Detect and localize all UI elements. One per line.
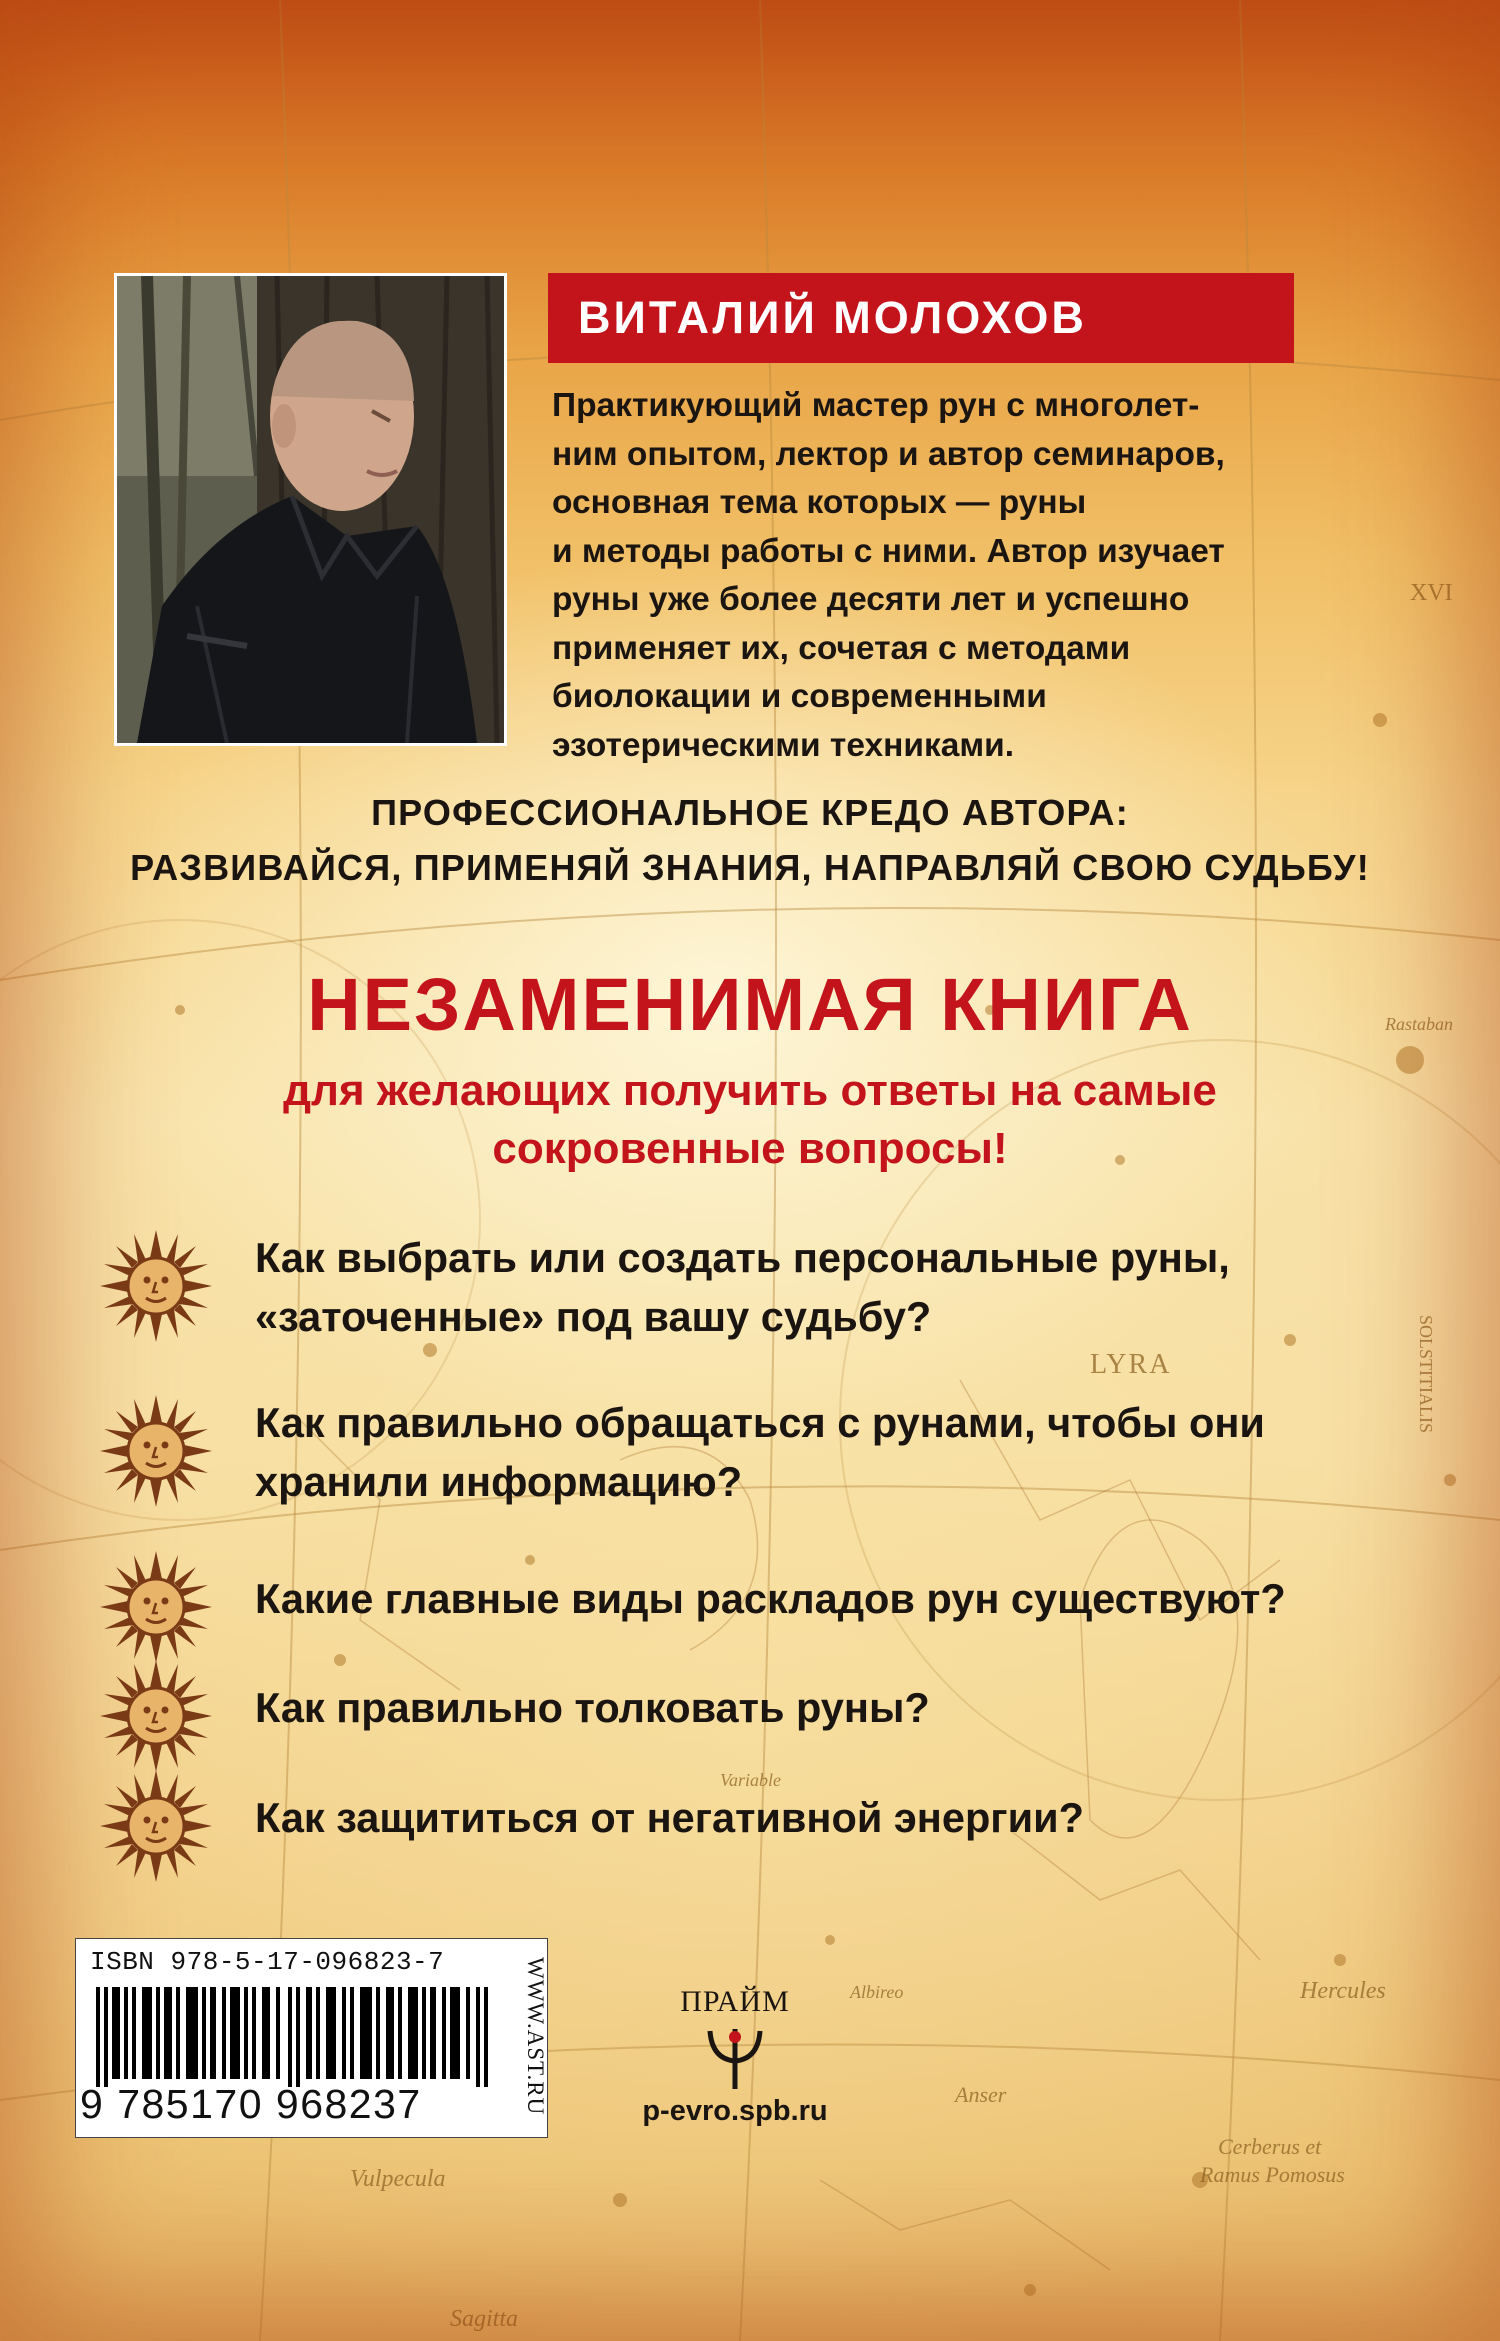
- publisher-block: [615, 1985, 855, 2128]
- isbn-number: ISBN 978-5-17-096823-7: [90, 1947, 445, 1977]
- question-text: Как правильно толковать руны?: [255, 1684, 930, 1731]
- isbn-barcode-box: [75, 1938, 548, 2138]
- barcode-digits: 9 785170 968237: [80, 2081, 422, 2127]
- author-photo: [114, 273, 507, 746]
- sun-icon: [98, 1228, 214, 1344]
- barcode-graphic: [96, 1987, 501, 2087]
- question-item: [98, 1393, 1438, 1523]
- question-text: Как выбрать или создать персональные руны, «заточенные» под вашу судьбу?: [255, 1234, 1230, 1340]
- author-name-banner: [548, 273, 1294, 363]
- map-label-rastaban: Rastaban: [1385, 1014, 1454, 1034]
- promo-headline: НЕЗАМЕНИМАЯ КНИГА: [307, 963, 1193, 1046]
- author-bio: Практикующий мастер рун с многолет- ним опытом, лектор и автор семинаров, основная тема которых — руны и методы работы с ними. Автор изучает руны уже более десяти лет и успешно применяет их, сочетая с методами биолокации и современными эзотерическими техниками.: [552, 387, 1225, 764]
- map-label-ramus: Ramus Pomosus: [1200, 2162, 1345, 2187]
- map-label-sagitta: Sagitta: [450, 2306, 519, 2332]
- map-label-cerberus: Cerberus et: [1218, 2134, 1322, 2159]
- map-label-variable: Variable: [720, 1770, 781, 1790]
- sun-icon: [98, 1549, 214, 1665]
- question-text: Какие главные виды раскладов рун существуют?: [255, 1575, 1286, 1622]
- sun-icon: [98, 1393, 214, 1509]
- sun-icon: [98, 1768, 214, 1884]
- map-label-albireo: Albireo: [850, 1982, 904, 2002]
- author-name: ВИТАЛИЙ МОЛОХОВ: [578, 292, 1087, 343]
- question-item: [98, 1768, 1438, 1898]
- credo-line-2: РАЗВИВАЙСЯ, ПРИМЕНЯЙ ЗНАНИЯ, НАПРАВЛЯЙ СВОЮ СУДЬБУ!: [130, 847, 1370, 888]
- question-item: [98, 1228, 1438, 1358]
- subheadline-line-2: сокровенные вопросы!: [492, 1124, 1008, 1173]
- subheadline-line-1: для желающих получить ответы на самые: [283, 1066, 1217, 1115]
- promo-subheadline: [150, 1062, 1350, 1178]
- publisher-website: p-evro.spb.ru: [642, 2095, 828, 2127]
- publisher-site-vertical: WWW.AST.RU: [523, 1957, 548, 2116]
- psi-logo-icon: [700, 2023, 770, 2093]
- sun-icon: [98, 1658, 214, 1774]
- question-text: Как защититься от негативной энергии?: [255, 1794, 1084, 1841]
- publisher-name: ПРАЙМ: [680, 1985, 790, 2018]
- map-label-xvi: XVI: [1410, 580, 1453, 606]
- author-credo: [60, 785, 1440, 895]
- map-label-vulpecula: Vulpecula: [350, 2166, 446, 2192]
- credo-line-1: ПРОФЕССИОНАЛЬНОЕ КРЕДО АВТОРА:: [371, 792, 1129, 833]
- map-label-solstitialis: SOLSTITIALIS: [1416, 1315, 1436, 1433]
- question-text: Как правильно обращаться с рунами, чтобы они хранили информацию?: [255, 1399, 1265, 1505]
- map-label-hercules: Hercules: [1300, 1978, 1386, 2004]
- map-label-anser: Anser: [955, 2082, 1007, 2107]
- map-label-lyra: LYRA: [1090, 1349, 1172, 1380]
